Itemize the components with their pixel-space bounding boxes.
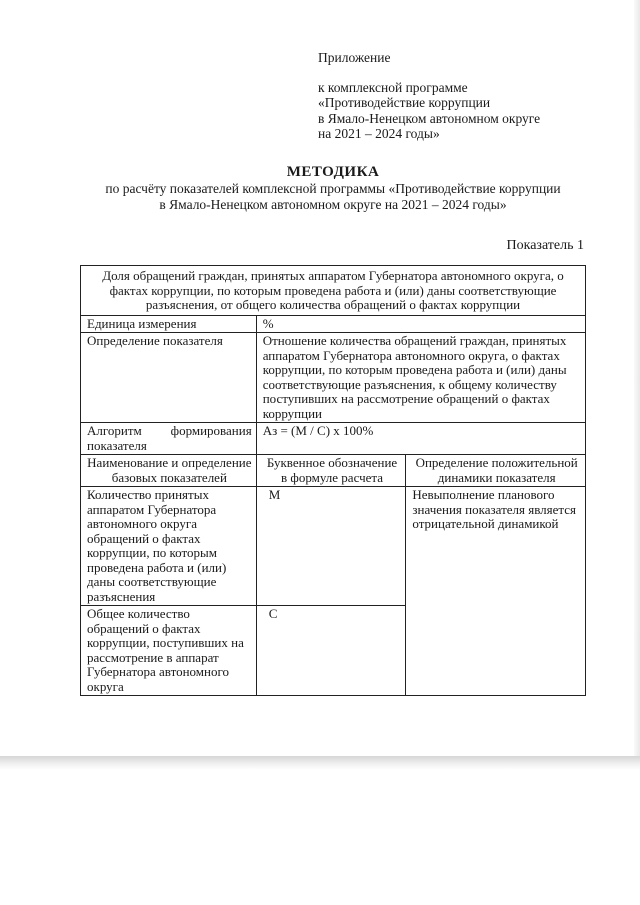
appendix-block: [318, 50, 618, 142]
table-row: [81, 266, 586, 316]
base-indicator-name: Общее количество обращений о фактах коррупции, поступивших на рассмотрение в аппарат Губернатора автономного округа: [81, 606, 257, 696]
title-heading: МЕТОДИКА: [286, 164, 380, 180]
indicator-number: Показатель 1: [506, 238, 584, 253]
column-header-symbol: Буквенное обозначение в формуле расчета: [256, 455, 406, 487]
column-header-name: Наименование и определение базовых показателей: [81, 455, 257, 487]
indicator-name-cell: Доля обращений граждан, принятых аппаратом Губернатора автономного округа, о фактах коррупции, по которым проведена работа и (или) даны соответствующие разъяснения, от общего количества обращений о фактах коррупции: [81, 266, 586, 316]
scan-shadow: [0, 756, 640, 770]
definition-label-cell: Определение показателя: [81, 333, 257, 423]
table-header-row: [81, 455, 586, 487]
appendix-line: в Ямало-Ненецком автономном округе: [318, 110, 541, 126]
title-line: по расчёту показателей комплексной программы «Противодействие коррупции: [105, 181, 561, 196]
base-indicator-symbol: М: [256, 487, 406, 606]
algorithm-label-cell: Алгоритм формирования показателя: [81, 423, 257, 455]
indicator-table: [80, 265, 586, 696]
document-title: [60, 164, 606, 213]
base-indicator-symbol: С: [256, 606, 406, 696]
appendix-line: на 2021 – 2024 годы»: [318, 126, 440, 141]
appendix-label: Приложение: [318, 50, 391, 65]
appendix-line: «Противодействие коррупции: [318, 95, 491, 110]
table-row: [81, 487, 586, 606]
column-header-dynamics: Определение положительной динамики показателя: [406, 455, 586, 487]
table-row: [81, 333, 586, 423]
definition-value-cell: Отношение количества обращений граждан, принятых аппаратом Губернатора автономного округа, о фактах коррупции, по которым проведена работа и (или) даны соответствующие разъяснения, к общему количеству поступивших на рассмотрение обращений о фактах коррупции: [256, 333, 585, 423]
appendix-line: к комплексной программе: [318, 79, 468, 95]
table-row: [81, 315, 586, 333]
title-line: в Ямало-Ненецком автономном округе на 2021 – 2024 годы»: [159, 197, 507, 212]
dynamics-value-cell: Невыполнение планового значения показателя является отрицательной динамикой: [406, 487, 586, 696]
unit-label-cell: Единица измерения: [81, 315, 257, 333]
table-row: [81, 423, 586, 455]
algorithm-value-cell: Аз = (М / С) х 100%: [256, 423, 585, 455]
base-indicator-name: Количество принятых аппаратом Губернатора автономного округа обращений о фактах коррупции, по которым проведена работа и (или) даны соответствующие разъяснения: [81, 487, 257, 606]
scan-edge: [634, 0, 640, 760]
unit-value-cell: %: [256, 315, 585, 333]
